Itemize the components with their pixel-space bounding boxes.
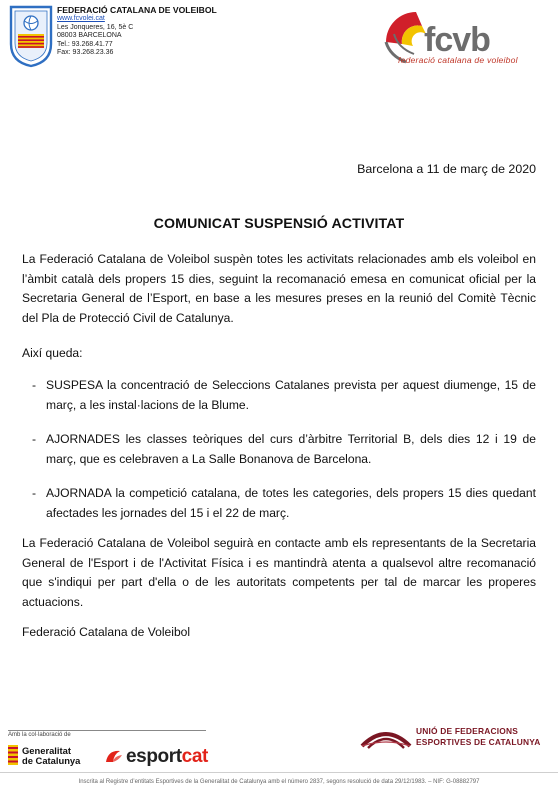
generalitat-mark-icon (8, 745, 18, 765)
fax-number: Fax: 93.268.23.36 (57, 49, 114, 57)
list-marker: - (32, 486, 37, 500)
phone-number: Tel.: 93.268.41.77 (57, 40, 113, 48)
address-line-2: 08003 BARCELONA (57, 32, 122, 40)
ufec-line-1: UNIÓ DE FEDERACIONS (416, 726, 518, 736)
list-item (32, 430, 536, 469)
fcvb-logo-text: fcvb (424, 21, 490, 59)
generalitat-line-1: Generalitat (22, 745, 71, 756)
list-item (32, 484, 536, 523)
list-item-text: AJORNADA la competició catalana, de totes les categories, dels propers 15 dies quedant afectades les jornades del 15 i el 22 de març. (46, 486, 536, 520)
letter-date: Barcelona a 11 de març de 2020 (357, 162, 536, 176)
address-line-1: Les Jonqueres, 16, 5è C (57, 23, 134, 31)
esport-word: esport (126, 746, 182, 767)
paragraph-list-intro: Així queda: (22, 346, 83, 360)
ufec-name (416, 726, 541, 748)
list-marker: - (32, 432, 37, 446)
signature: Federació Catalana de Voleibol (22, 625, 191, 639)
logo-tagline: federació catalana de voleibol (398, 55, 518, 65)
registry-note: Inscrita al Registre d’entitats Esportives de la Generalitat de Catalunya amb el número 2837, segons resolució de data 29/12/1983. – NIF: G-08882797 (78, 779, 480, 785)
ufec-logo-icon (360, 726, 412, 752)
paragraph-intro: La Federació Catalana de Voleibol suspèn totes les activitats relacionades amb els voleibol en l’àmbit català dels propers 15 dies, seguint la recomanació emesa en comunicat oficial per la Secretaria General de l’Esport, en base a les mesures preses en la reunió del Comitè Tècnic del Pla de Protecció Civil de Catalunya. (22, 252, 536, 325)
list-item-text: AJORNADES les classes teòriques del curs d’àrbitre Territorial B, dels dies 12 i 19 de març, que es celebraven a La Salle Bonanova de Barcelona. (46, 432, 536, 466)
list-item-text: SUSPESA la concentració de Seleccions Catalanes prevista per aquest diumenge, 15 de març, a les instal·lacions de la Blume. (46, 378, 536, 412)
paragraph-closing: La Federació Catalana de Voleibol seguirà en contacte amb els representants de la Secretaria General de l'Esport i de l'Activitat Física i es mantindrà atenta a qualsevol altre recomanació que s'indiqui per part d'ella o de les autoritats competents per tal de marcar les properes actuacions. (22, 536, 536, 609)
footer-bottom-divider (0, 772, 558, 773)
federation-seal-logo (8, 4, 54, 68)
ufec-line-2: ESPORTIVES DE CATALUNYA (416, 737, 541, 747)
letter-title: COMUNICAT SUSPENSIÓ ACTIVITAT (153, 216, 405, 232)
header-contact-block (57, 5, 217, 58)
list-item (32, 376, 536, 415)
collaboration-label: Amb la col·laboració de (8, 732, 71, 738)
esportcat-swirl-icon (104, 748, 124, 766)
footer-divider (8, 730, 206, 731)
cat-word: cat (181, 746, 208, 767)
list-marker: - (32, 378, 37, 392)
generalitat-line-2: de Catalunya (22, 755, 81, 767)
website-link[interactable]: www.fcvolei.cat (57, 15, 105, 22)
org-name: FEDERACIÓ CATALANA DE VOLEIBOL (57, 5, 217, 15)
